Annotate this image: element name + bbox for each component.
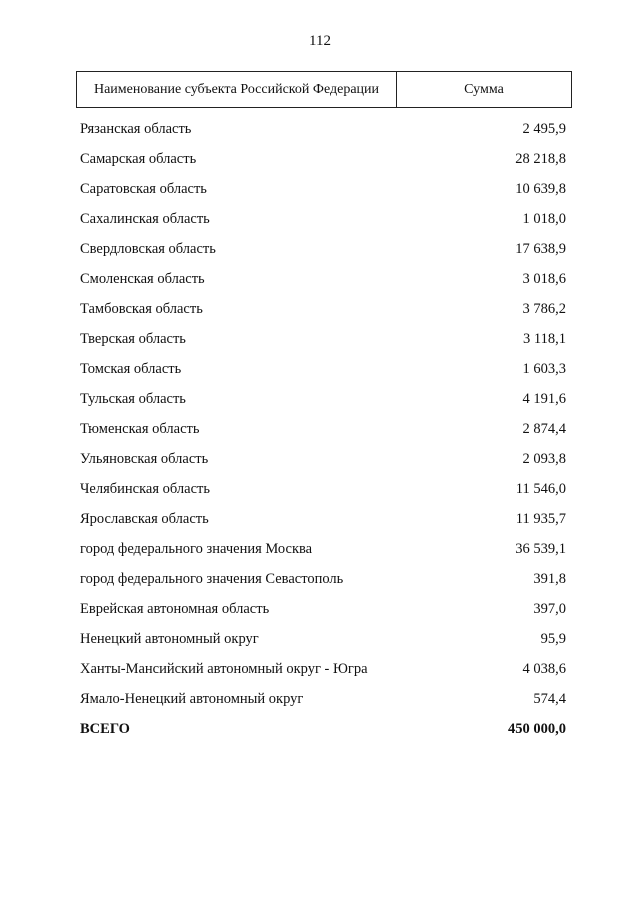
region-sum: 11 546,0 (515, 480, 566, 497)
table-row (80, 684, 566, 714)
region-name: Томская область (80, 360, 182, 377)
table-row (80, 504, 566, 534)
region-sum: 574,4 (533, 690, 566, 707)
table-row (80, 324, 566, 354)
table-row (80, 204, 566, 234)
region-sum: 36 539,1 (515, 540, 566, 557)
region-sum: 17 638,9 (515, 240, 566, 257)
table-row (80, 624, 566, 654)
region-name: Тульская область (80, 390, 186, 407)
table-row (80, 654, 566, 684)
table-row (80, 414, 566, 444)
region-sum: 4 191,6 (522, 390, 566, 407)
region-sum: 28 218,8 (515, 150, 566, 167)
region-sum: 397,0 (533, 600, 566, 617)
table-row (80, 534, 566, 564)
region-sum: 1 018,0 (522, 210, 566, 227)
region-name: Ульяновская область (80, 450, 209, 467)
region-sum: 11 935,7 (515, 510, 566, 527)
region-name: Сахалинская область (80, 210, 210, 227)
region-name: Самарская область (80, 150, 197, 167)
table-row (80, 384, 566, 414)
region-name: город федерального значения Севастополь (80, 570, 344, 587)
region-name: Саратовская область (80, 180, 207, 197)
region-sum: 3 018,6 (522, 270, 566, 287)
total-row (80, 714, 566, 744)
region-name: город федерального значения Москва (80, 540, 313, 557)
region-name: Свердловская область (80, 240, 216, 257)
table-row (80, 144, 566, 174)
region-name: Еврейская автономная область (80, 600, 270, 617)
region-name: Ярославская область (80, 510, 209, 527)
region-name: Смоленская область (80, 270, 205, 287)
region-sum: 1 603,3 (522, 360, 566, 377)
total-sum: 450 000,0 (508, 720, 566, 737)
region-name: Тюменская область (80, 420, 200, 437)
table-row (80, 564, 566, 594)
total-label: ВСЕГО (80, 720, 130, 737)
region-sum: 391,8 (533, 570, 566, 587)
table-row (80, 474, 566, 504)
region-name: Тамбовская область (80, 300, 203, 317)
table-row (80, 354, 566, 384)
page-number: 112 (309, 33, 331, 49)
region-name: Челябинская область (80, 480, 210, 497)
region-sum: 2 495,9 (522, 120, 566, 137)
region-name: Ямало-Ненецкий автономный округ (80, 690, 304, 707)
region-sum: 2 093,8 (522, 450, 566, 467)
region-sum: 4 038,6 (522, 660, 566, 677)
table-row (80, 234, 566, 264)
region-name: Рязанская область (80, 120, 192, 137)
region-sum: 3 786,2 (522, 300, 566, 317)
region-sum: 95,9 (540, 630, 566, 647)
table-header (76, 71, 572, 108)
column-header-sum: Сумма (464, 81, 504, 97)
region-name: Тверская область (80, 330, 186, 347)
table-row (80, 174, 566, 204)
table-row (80, 294, 566, 324)
table-row (80, 594, 566, 624)
region-sum: 3 118,1 (523, 330, 566, 347)
region-sum: 10 639,8 (515, 180, 566, 197)
region-sum: 2 874,4 (522, 420, 566, 437)
table-row (80, 264, 566, 294)
region-name: Ненецкий автономный округ (80, 630, 259, 647)
column-header-region-name: Наименование субъекта Российской Федерации (77, 72, 397, 107)
table-row (80, 444, 566, 474)
table-row (80, 114, 566, 144)
region-name: Ханты-Мансийский автономный округ - Югра (80, 660, 368, 677)
table-body (80, 114, 566, 744)
